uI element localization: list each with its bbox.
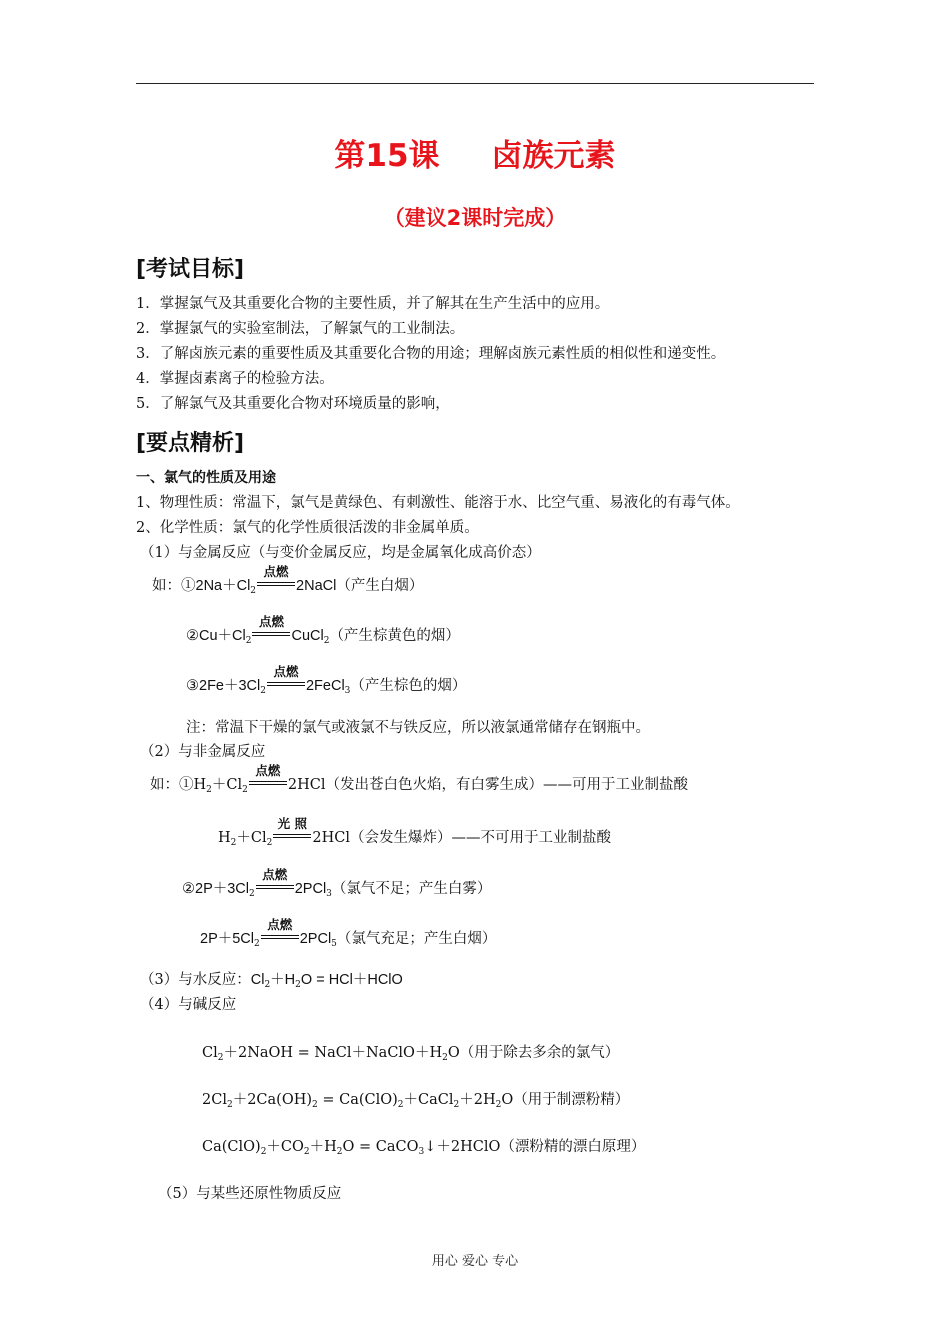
- goal-item: 3．了解卤族元素的重要性质及其重要化合物的用途；理解卤族元素性质的相似性和递变性。: [136, 346, 726, 362]
- heading-nonmetal-reaction: （2）与非金属反应: [140, 744, 266, 760]
- condition-ignite: 点燃: [255, 879, 295, 899]
- goal-item: 4．掌握卤素离子的检验方法。: [136, 371, 334, 387]
- equation-bleach: $Ca(ClO)_2+CO_2+H_2O$ = CaCO$_3$↓＋2HClO（漂粉精的漂白原理）: [202, 1139, 646, 1157]
- subheading-chlorine: 一、氯气的性质及用途: [136, 470, 276, 486]
- goal-item: 5．了解氯气及其重要化合物对环境质量的影响，: [136, 396, 450, 412]
- page-title: 第15课 卤族元素: [334, 138, 616, 174]
- condition-ignite: 点燃: [260, 929, 300, 949]
- text-chemical-properties: 2、化学性质：氯气的化学性质很活泼的非金属单质。: [136, 520, 479, 536]
- equation-fe: $③2Fe+3Cl_2$ 点燃 2FeCl$_3$（产生棕色的烟）: [186, 664, 467, 696]
- header-rule: [136, 83, 814, 84]
- condition-ignite: 点燃: [256, 576, 296, 596]
- heading-metal-reaction: （1）与金属反应（与变价金属反应，均是金属氧化成高价态）: [140, 545, 541, 561]
- heading-base-reaction: （4）与碱反应: [140, 997, 237, 1013]
- equation-h2-ignite: 如：$①H_2+Cl_2$ 点燃 2HCl（发出苍白色火焰，有白雾生成）——可用于工业制盐酸: [150, 763, 688, 795]
- page-footer: 用心 爱心 专心: [431, 1254, 519, 1269]
- equation-naoh: $Cl_2+2NaOH$ = $NaCl+NaClO+H_2O$（用于除去多余的氯气）: [202, 1045, 620, 1063]
- note-iron: 注：常温下干燥的氯气或液氯不与铁反应，所以液氯通常储存在钢瓶中。: [186, 720, 650, 736]
- section-heading-points: [要点精析]: [136, 431, 245, 456]
- equation-h2-light: $H_2+Cl_2$ 光 照 2HCl（会发生爆炸）——不可用于工业制盐酸: [218, 816, 611, 848]
- goal-item: 1．掌握氯气及其重要化合物的主要性质，并了解其在生产生活中的应用。: [136, 296, 610, 312]
- text-physical-properties: 1、物理性质：常温下，氯气是黄绿色、有刺激性、能溶于水、比空气重、易液化的有毒气体。: [136, 495, 740, 511]
- condition-ignite: 点燃: [266, 676, 306, 696]
- condition-light: 光 照: [272, 828, 312, 848]
- equation-caoh2: $2Cl_2+2Ca(OH)_2$ = $Ca(ClO)_2+CaCl_2+2H_2O$（用于制漂粉精）: [202, 1092, 630, 1110]
- equation-p-limited: $②2P+3Cl_2$ 点燃 2PCl$_3$（氯气不足；产生白雾）: [182, 867, 492, 899]
- equation-cu: $②Cu+Cl_2$ 点燃 CuCl$_2$（产生棕黄色的烟）: [186, 614, 460, 646]
- heading-reducing-reaction: （5）与某些还原性物质反应: [158, 1186, 342, 1202]
- page-subtitle: （建议2课时完成）: [383, 206, 567, 230]
- equation-p-excess: $2P+5Cl_2$ 点燃 2PCl$_5$（氯气充足；产生白烟）: [200, 917, 497, 949]
- equation-na: 如：$①2Na+Cl_2$ 点燃 2NaCl（产生白烟）: [152, 564, 424, 596]
- section-heading-goals: [考试目标]: [136, 257, 245, 282]
- equation-water: （3）与水反应：$Cl_2+H_2O$ = HCl＋HClO: [140, 972, 403, 990]
- condition-ignite: 点燃: [248, 775, 288, 795]
- goal-item: 2．掌握氯气的实验室制法，了解氯气的工业制法。: [136, 321, 465, 337]
- condition-ignite: 点燃: [251, 626, 291, 646]
